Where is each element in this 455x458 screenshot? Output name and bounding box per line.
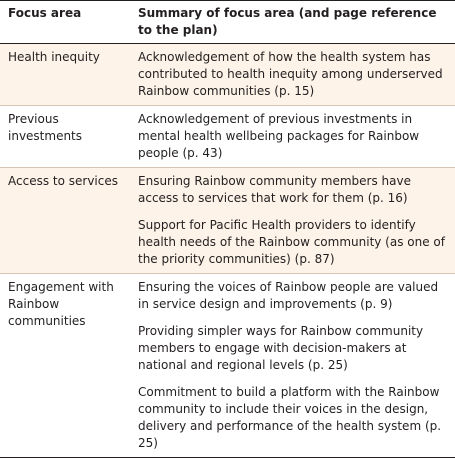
summary-cell — [133, 106, 455, 168]
summary-item: Commitment to build a platform with the Rainbow community to include their voices in the design, delivery and performance of the health system (p. 25) — [138, 385, 442, 450]
summary-cell — [133, 274, 455, 458]
focus-area-cell: Engagement with Rainbow communities — [0, 274, 133, 458]
focus-area-cell: Previous investments — [0, 106, 133, 168]
focus-area-cell: Health inequity — [0, 44, 133, 106]
summary-item: Acknowledgement of how the health system has contributed to health inequity among underserved Rainbow communities (p. 15) — [138, 50, 443, 98]
summary-item: Acknowledgement of previous investments in mental health wellbeing packages for Rainbow people (p. 43) — [138, 112, 420, 160]
focus-area-cell: Access to services — [0, 168, 133, 274]
table-row — [0, 168, 455, 274]
summary-item: Ensuring the voices of Rainbow people are valued in service design and improvements (p. 9) — [138, 280, 439, 311]
summary-cell — [133, 44, 455, 106]
summary-item: Providing simpler ways for Rainbow community members to engage with decision-makers at national and regional levels (p. 25) — [138, 324, 424, 372]
table-row — [0, 44, 455, 106]
summary-cell — [133, 168, 455, 274]
table-row — [0, 274, 455, 458]
table-row — [0, 106, 455, 168]
column-header-summary: Summary of focus area (and page reference to the plan) — [133, 1, 455, 44]
table-header-row — [0, 1, 455, 44]
summary-item: Support for Pacific Health providers to identify health needs of the Rainbow community (as one of the priority communities) (p. 87) — [138, 218, 445, 266]
column-header-focus-area: Focus area — [0, 1, 133, 44]
summary-item: Ensuring Rainbow community members have access to services that work for them (p. 16) — [138, 174, 411, 205]
